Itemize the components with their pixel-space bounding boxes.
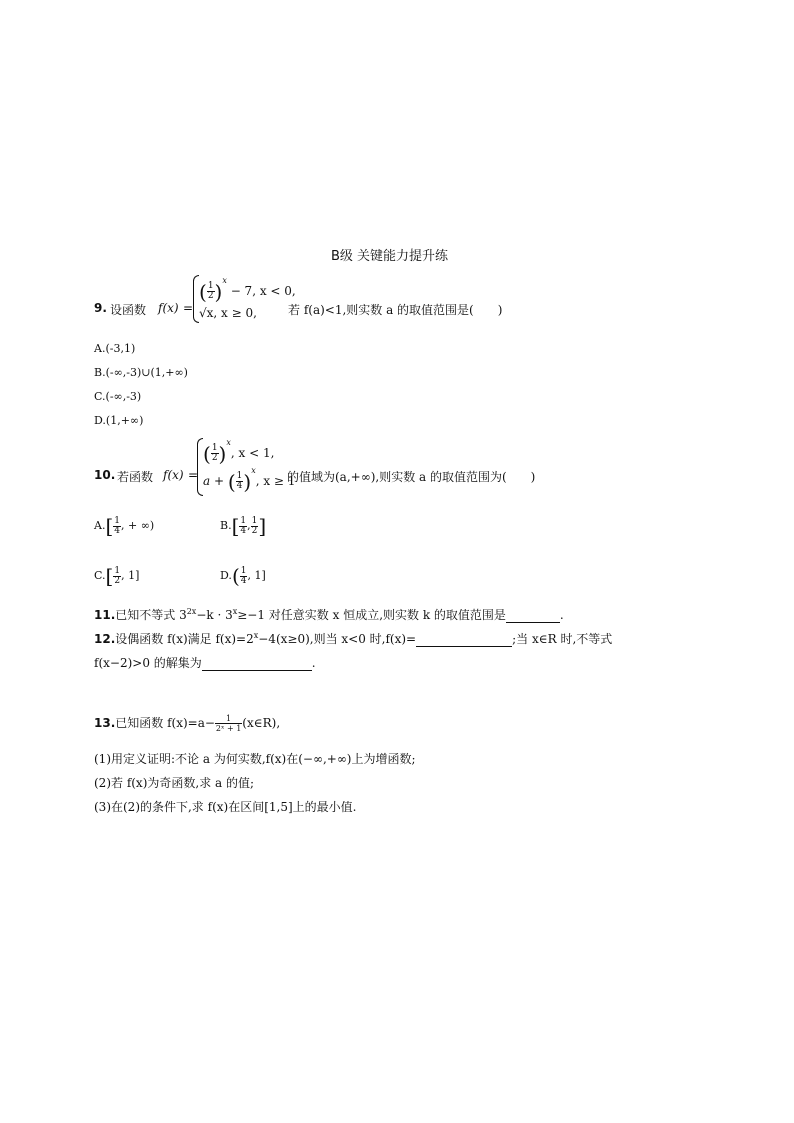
answer-blank[interactable] [202,656,312,671]
question-12: 12.设偶函数 f(x)满足 $f(x)=2^x-4(x\ge 0)$,则当 x<0 时,f(x)= ;当 x∈R 时,不等式 [94,631,613,646]
fraction: $\frac{1}{\text{2ˣ + 1}}$ [215,714,242,733]
right-paren: ) [218,441,227,466]
option-d[interactable]: D.( $\frac{1}{4}$ , 1] [220,564,266,588]
fraction: $\frac{1}{2}$ [211,443,218,463]
fraction: $\frac{1}{4}$ [236,471,243,491]
case-condition: − 7, x < 0, [226,284,296,298]
section-title: B级 关键能力提升练 [331,249,449,264]
option-b[interactable]: B.(-∞,-3)∪(1,+∞) [94,366,188,379]
option-c[interactable]: C.(-∞,-3) [94,390,142,403]
question-number: 12. [94,632,116,646]
question-11: 11.已知不等式 $3^{2x}-k \cdot 3^x\ge-1$ 对任意实数 x 恒成立,则实数 k 的取值范围是 . [94,607,564,622]
question-12-line-2: f(x−2)>0 的解集为 . [94,656,316,670]
function-name: f(x) [163,468,184,482]
piecewise-case-1 [199,276,296,302]
option-a[interactable]: A.[ $\frac{1}{4}$ , + ∞) [94,514,155,538]
question-13-part-3: (3)在(2)的条件下,求 f(x)在区间[1,5]上的最小值. [94,800,357,814]
question-number: 10. [94,468,116,482]
question-number: 9. [94,301,107,315]
variable-a: a + [203,474,228,488]
answer-blank[interactable] [506,608,560,623]
exponent: x [226,438,231,447]
piecewise-case-2: √x, x ≥ 0, [199,306,257,320]
question-tail: 的值域为(a,+∞),则实数 a 的取值范围为( ) [287,470,536,484]
question-lead: 设函数 [110,303,147,317]
question-13-part-2: (2)若 f(x)为奇函数,求 a 的值; [94,776,255,790]
case-condition: , x ≥ 1 [255,474,296,488]
question-lead: 若函数 [117,470,154,484]
right-paren: ) [214,279,223,304]
right-paren: ) [243,469,252,494]
exponent: x [251,466,256,475]
option-b[interactable]: B.[ $\frac{1}{4}$ , $\frac{1}{2}$ ] [220,514,267,538]
question-13-part-1: (1)用定义证明:不论 a 为何实数,f(x)在(−∞,+∞)上为增函数; [94,752,416,766]
equals-sign: = [183,301,194,315]
equals-sign: = [188,468,199,482]
question-number: 13. [94,716,116,730]
left-paren: ( [199,279,207,304]
exponent: x [222,276,227,285]
piecewise-case-1 [203,438,274,464]
piecewise-case-2 [203,466,295,492]
question-tail: 若 f(a)<1,则实数 a 的取值范围是( ) [288,303,503,317]
answer-blank[interactable] [416,632,512,647]
option-a[interactable]: A.(-3,1) [94,342,136,355]
case-condition: , x < 1, [230,446,275,460]
option-d[interactable]: D.(1,+∞) [94,414,144,427]
question-number: 11. [94,608,116,622]
question-13: 13.已知函数 f(x)=a− $\frac{1}{\text{2ˣ + 1}}$ (x∈R), [94,714,281,733]
left-paren: ( [227,469,236,494]
function-name: f(x) [158,301,179,315]
fraction: $\frac{1}{2}$ [207,281,214,301]
left-paren: ( [203,441,211,466]
option-c[interactable]: C.[ $\frac{1}{2}$ , 1] [94,564,140,588]
